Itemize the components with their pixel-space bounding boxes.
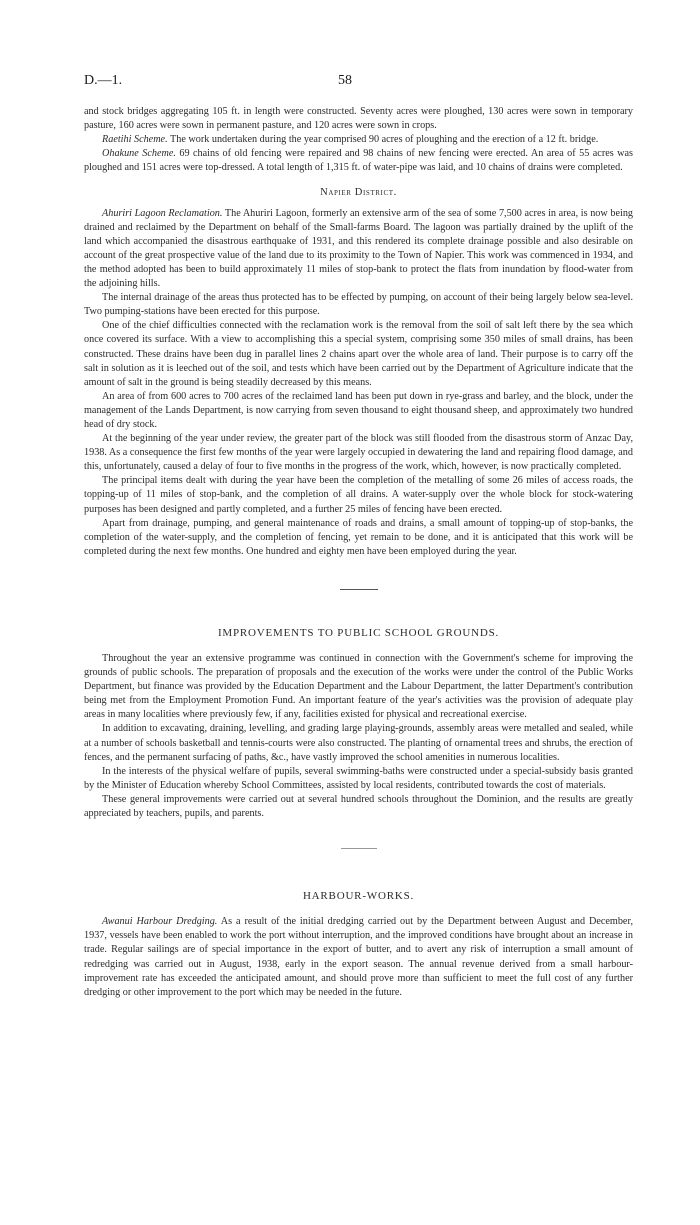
paragraph: The internal drainage of the areas thus protected has to be effected by pumping, on account of their being largely below sea-level. Two pumping-stations have been erected for this purpose. bbox=[84, 292, 633, 318]
paragraph-text: 69 chains of old fencing were repaired and 98 chains of new fencing were erected. An area of 55 acres was ploughed and 151 acres were top-dressed. A total length of 1,315 ft. of water-pipe was laid, and 10 chains of drains were completed. bbox=[84, 148, 633, 174]
section-divider bbox=[340, 589, 378, 590]
paragraph: An area of from 600 acres to 700 acres of the reclaimed land has been put down in rye-grass and barley, and the block, under the management of the Lands Department, is now carrying from seven thousand to eight thousand sheep, and approximately two hundred head of dry stock. bbox=[84, 390, 633, 430]
district-heading: Napier District. bbox=[320, 187, 397, 199]
scheme-title: Raetihi Scheme. bbox=[102, 134, 168, 146]
paragraph bbox=[84, 133, 633, 147]
paragraph: In addition to excavating, draining, levelling, and grading large playing-grounds, assembly areas were metalled and sealed, while at a number of schools basketball and tennis-courts were also constructed. The planting of ornamental trees and shrubs, the erection of fences, and the permanent surfacing of paths, &c., have vastly improved the school amenities in numerous localities. bbox=[84, 723, 633, 763]
paragraph: At the beginning of the year under review, the greater part of the block was still flooded from the disastrous storm of Anzac Day, 1938. As a consequence the first few months of the year were largely occupied in dewatering the land and repairing flood damage, and this, unfortunately, caused a delay of four to five months in the progress of the work, which, however, is now practically completed. bbox=[84, 433, 633, 473]
paragraph: These general improvements were carried out at several hundred schools throughout the Dominion, and the results are greatly appreciated by teachers, pupils, and parents. bbox=[84, 793, 633, 820]
body-text bbox=[84, 105, 633, 1000]
scheme-title: Ohakune Scheme. bbox=[102, 148, 176, 160]
paragraph-text: The Ahuriri Lagoon, formerly an extensive arm of the sea of some 7,500 acres in area, is now being drained and reclaimed by the Department on behalf of the Small-farms Board. The lagoon was partially drained by the uplift of the land which accompanied the disastrous earthquake of 1931, and this rendered its complete drainage possible and also desirable on account of the great prospective value of the land due to its proximity to the Town of Napier. This work was commenced in 1934, and the method adopted has been to build approximately 11 miles of stop-bank to protect the flats from inundation by flood-water from the adjoining hills. bbox=[84, 207, 634, 290]
paragraph bbox=[84, 207, 633, 292]
paragraph-text: As a result of the initial dredging carried out by the Department between August and December, 1937, vessels have been enabled to work the port without interruption, and the improved conditions have brought about an increase in trade. Regular sailings are of special importance in the export of butter, and to avert any risk of interruption a small amount of redredging was carried out in August, 1938, early in the export season. The annual revenue derived from a small harbour-improvement rate has exceeded the anticipated amount, and should prove more than sufficient to meet the full cost of any further dredging or other improvement to the port which may be needed in the future. bbox=[84, 916, 633, 998]
paragraph bbox=[84, 147, 633, 175]
scheme-title: Ahuriri Lagoon Reclamation. bbox=[102, 207, 223, 219]
paragraph-text: The work undertaken during the year comprised 90 acres of ploughing and the erection of a 12 ft. bridge. bbox=[167, 134, 599, 146]
paragraph: and stock bridges aggregating 105 ft. in length were constructed. Seventy acres were ploughed, 130 acres were sown in temporary pasture, 160 acres were sown in permanent pasture, and 120 acres were sown in crops. bbox=[84, 106, 633, 132]
section-divider bbox=[341, 848, 377, 849]
paragraph: Apart from drainage, pumping, and general maintenance of roads and drains, a small amount of topping-up of stop-banks, the completion of the water-supply, and the completion of fencing, yet remain to be done, and it is anticipated that this work will be completed during the next few months. One hundred and eighty men have been employed during the year. bbox=[84, 517, 633, 557]
paragraph: The principal items dealt with during the year have been the completion of the metalling of some 26 miles of access roads, the topping-up of 11 miles of stop-bank, and the completion of all drains. A water-supply over the whole block for stock-watering purposes has been designed and partly completed, and a further 25 miles of fencing have been erected. bbox=[84, 475, 633, 515]
paragraph bbox=[84, 915, 633, 1000]
section-heading: IMPROVEMENTS TO PUBLIC SCHOOL GROUNDS. bbox=[217, 626, 500, 639]
scheme-title: Awanui Harbour Dredging. bbox=[102, 916, 218, 928]
page-number: 58 bbox=[338, 73, 352, 88]
document-reference: D.—1. bbox=[84, 73, 123, 88]
paragraph: Throughout the year an extensive programme was continued in connection with the Government's scheme for improving the grounds of public schools. The preparation of proposals and the execution of the works were under the control of the Public Works Department, but finance was provided by the Education Department and the Labour Department, the latter Department's contribution being met from the Employment Promotion Fund. An important feature of the year's activities was the provision of adequate play areas in many localities where previously few, if any, facilities existed for physical and recreational exercise. bbox=[84, 653, 633, 721]
paragraph: In the interests of the physical welfare of pupils, several swimming-baths were constructed under a special-subsidy basis granted by the Minister of Education whereby School Committees, assisted by local residents, contributed towards the cost of materials. bbox=[84, 765, 633, 791]
section-heading: HARBOUR-WORKS. bbox=[302, 890, 415, 903]
paragraph: One of the chief difficulties connected with the reclamation work is the removal from the soil of salt left there by the sea which once covered its surface. With a view to accomplishing this a special system, comprising some 350 miles of small drains, has been constructed. These drains have been dug in parallel lines 2 chains apart over the whole area of land. Their purpose is to carry off the salt in solution as it is leeched out of the soil, and tests which have been carried out by the Department of Agriculture indicate that the amount of salt in the ground is being steadily decreased by this means. bbox=[84, 320, 633, 388]
